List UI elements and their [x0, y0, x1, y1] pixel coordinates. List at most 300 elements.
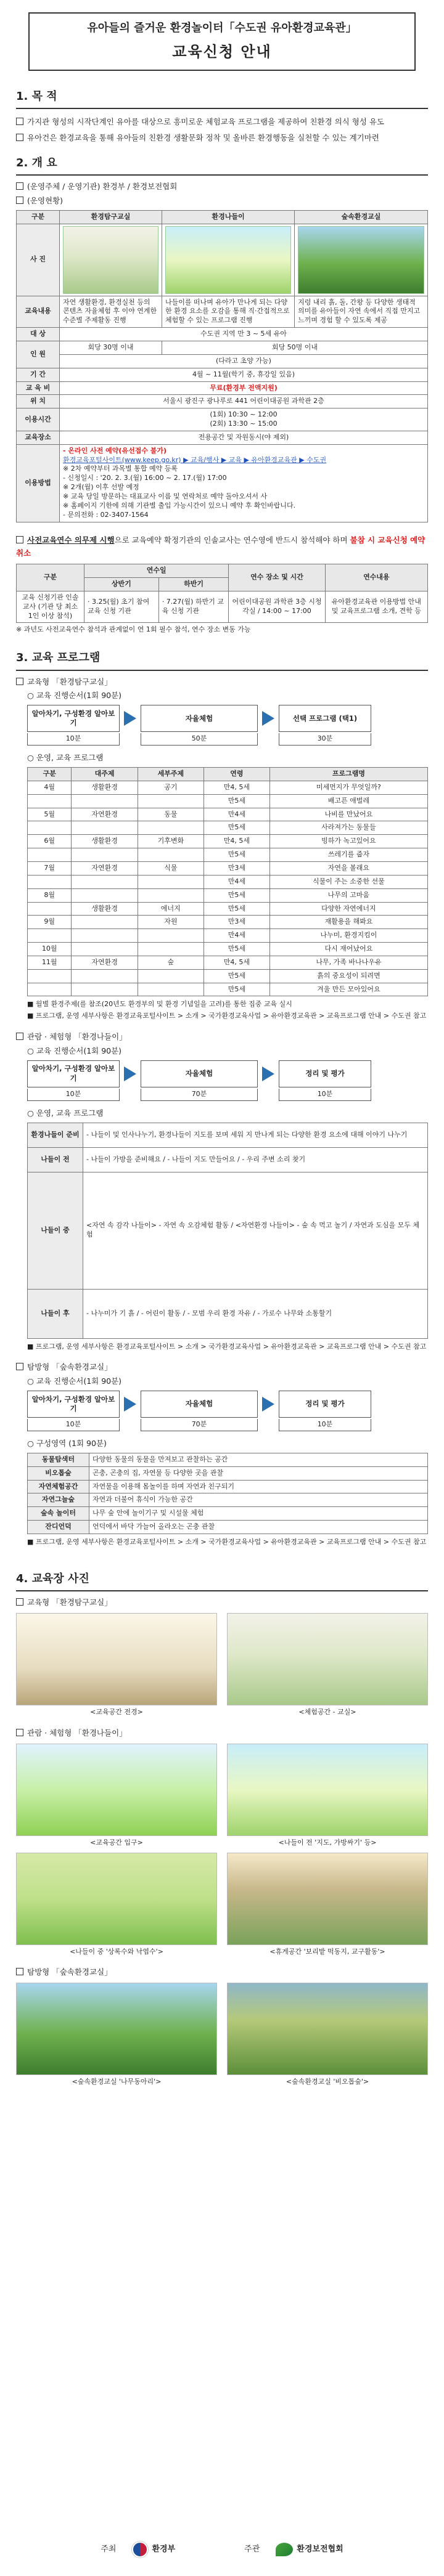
age-cell: 만5세 [204, 888, 270, 902]
subtheme-cell [138, 821, 204, 835]
month-cell: 6월 [28, 835, 72, 848]
apply-line-7: ※ 홈페이지 기한에 의해 기관별 출입 가능시간이 있으니 예약 후 확인바랍니다. [63, 501, 296, 510]
title-box [28, 12, 416, 71]
month-cell [28, 875, 72, 888]
row-label-apply: 이용방법 [17, 444, 60, 522]
photo-tamgu [60, 224, 162, 296]
notice-text-a: 사전교육연수 의무제 시행 [27, 535, 115, 545]
apply-date: - 신청일시 : '20. 2. 3.(월) 16:00 ~ 2. 17.(월) 17:00 [63, 474, 227, 482]
theme-cell: 생활환경 [72, 781, 138, 794]
forest-note: ■ 프로그램, 운영 세부사항은 환경교육포털사이트 > 소개 > 국가환경교육사업 > 유아환경교육관 > 교육프로그램 안내 > 수도권 참고 [27, 1537, 427, 1546]
divider [16, 1590, 428, 1591]
tamgu-rows [28, 781, 428, 996]
people-tamgu: 회당 30명 이내 [60, 341, 162, 355]
th-category: 구분 [17, 210, 60, 224]
photo-tamgu-overview [16, 1613, 217, 1705]
tamgu-flow-label: 교육 진행순서(1회 90분) [36, 691, 122, 701]
apply-line-1: - 온라인 사전 예약(유선접수 불가) [63, 446, 167, 455]
forest-flow-label-line: ○ 교육 진행순서(1회 90분) [27, 1376, 122, 1386]
subtheme-cell [138, 983, 204, 996]
month-cell [28, 969, 72, 983]
nadeuri-flow-label: 교육 진행순서(1회 90분) [36, 1046, 122, 1055]
subtheme-cell: 기후변화 [138, 835, 204, 848]
forest-area-desc: 곤충, 곤충의 집, 자연물 등 다양한 곳을 관찰 [89, 1466, 428, 1480]
host-logo [132, 2541, 175, 2558]
divider [16, 174, 428, 176]
tamgu-note-1: ■ 월별 환경주제(를 참조(20년도 환경부의 및 환경 기념일을 고려)를 통한 집중 교육 실시 [27, 1000, 292, 1009]
program-cell: 배고픈 애벌레 [269, 794, 427, 808]
tamgu-step-2: 자율체험 [141, 705, 258, 732]
photo-nadeuri-during [16, 1853, 217, 1945]
subtheme-cell [138, 875, 204, 888]
theme-cell [72, 821, 138, 835]
month-cell [28, 902, 72, 916]
age-cell: 만4, 5세 [204, 956, 270, 969]
th-tr-content: 연수내용 [325, 564, 427, 591]
nadeuri-time-2: 70분 [141, 1089, 258, 1101]
apply-cell [60, 444, 428, 522]
training-footnote: ※ 과년도 사전교육연수 참석과 관계없이 연 1회 필수 참석, 연수 장소 변동 가능 [16, 625, 251, 634]
operator-text: (운영주체 / 운영기관) 환경부 / 환경보전협회 [27, 182, 178, 192]
program-row [28, 835, 428, 848]
checkbox-icon [16, 134, 23, 141]
program-row [28, 969, 428, 983]
purpose-item-2 [16, 131, 428, 145]
photo-nadeuri-rest [227, 1853, 428, 1945]
photo-forest-biotope [227, 1983, 428, 2075]
tamgu-time-1: 10분 [27, 733, 120, 746]
divider [16, 670, 428, 671]
tamgu-title-line [16, 677, 428, 688]
purpose-item-1 [16, 115, 428, 129]
tamgu-step-1: 알아차기, 구성환경 알아보기 [27, 705, 120, 732]
month-cell: 7월 [28, 861, 72, 875]
forest-area-desc: 언덕에서 바닥 가늘어 올라오는 곤충 관찰 [89, 1521, 428, 1534]
program-cell: 다시 재어났어요 [269, 943, 427, 956]
age-cell: 만3세 [204, 861, 270, 875]
arrow-right-icon [120, 705, 141, 732]
nadeuri-row-1-text: - 나들이 및 인사나누기, 환경나들이 지도를 보며 세워 지 만나게 되는 다양한 환경 요소에 대해 이야기 나누기 [83, 1123, 428, 1147]
forest-area-label: 자연그늘숲 [28, 1493, 89, 1507]
theme-cell [72, 916, 138, 929]
subtheme-cell: 에너지 [138, 902, 204, 916]
forest-title: 탐방형 「숲속환경교실」 [27, 1362, 112, 1372]
caption: <숲속환경교실 '나무동아리'> [72, 2078, 162, 2086]
month-cell [28, 794, 72, 808]
program-cell: 나누미, 환경지킴이 [269, 929, 427, 943]
nadeuri-flow [27, 1060, 428, 1101]
gallery-2-title: 관람 · 체험형 「환경나들이」 [27, 1728, 127, 1737]
caption: <나들이 중 '상록수와 낙엽수'> [70, 1947, 163, 1956]
nadeuri-row-4-text: - 나누미가 기 흙 / - 어린이 활동 / - 모범 우리 환경 자유 / - 가로수 나무와 소통할기 [83, 1289, 428, 1338]
title-line-2: 교육신청 안내 [172, 43, 272, 61]
th-theme: 대주제 [72, 768, 138, 781]
nadeuri-note-text: 프로그램, 운영 세부사항은 환경교육포털사이트 > 소개 > 국가환경교육사업 > 유아환경교육관 > 교육프로그램 안내 > 수도권 참고 [35, 1342, 427, 1351]
age-cell: 만5세 [204, 848, 270, 862]
tamgu-note-1-text: 월별 환경주제(를 참조(20년도 환경부의 및 환경 기념일을 고려)를 통한 집중 교육 실시 [35, 1000, 292, 1009]
theme-cell: 자연환경 [72, 956, 138, 969]
theme-cell: 자연환경 [72, 808, 138, 821]
notice-text-b: 으로 교육예약 확정기관의 인솔교사는 연수영에 반드시 참석해야 하며 [114, 535, 348, 545]
program-cell: 미세먼지가 무엇일까? [269, 781, 427, 794]
forest-row [28, 1507, 428, 1521]
program-cell: 나비를 만났어요 [269, 808, 427, 821]
program-row [28, 781, 428, 794]
subtheme-cell [138, 794, 204, 808]
arrow-right-icon [120, 1391, 141, 1418]
section-3-heading: 3. 교육 프로그램 [16, 651, 101, 665]
apply-phone: - 문의전화 : 02-3407-1564 [63, 510, 149, 519]
nadeuri-flow-label-line: ○ 교육 진행순서(1회 90분) [27, 1046, 122, 1055]
program-cell: 사라져가는 동물들 [269, 821, 427, 835]
tamgu-prog-label: 운영, 교육 프로그램 [36, 753, 104, 763]
th-tamgu: 환경탐구교실 [60, 210, 162, 224]
content-forest: 지렁 내리 흙, 돌, 간왕 등 다양한 생태적 의미를 유아들이 자연 속에서 직접 만지고 느끼며 경험 할 수 있도록 제공 [295, 296, 428, 328]
theme-cell [72, 943, 138, 956]
forest-row [28, 1521, 428, 1534]
forest-area-desc: 자연물을 이용해 몸놀이를 하며 자연과 친구되기 [89, 1480, 428, 1493]
tr-first-half: · 3.25(월) 초기 참여 교육 신청 기관 [84, 591, 159, 623]
program-row [28, 875, 428, 888]
tamgu-flow-label-line: ○ 교육 진행순서(1회 90분) [27, 691, 122, 701]
people-others: 회당 50명 이내 [162, 341, 428, 355]
subtheme-cell [138, 943, 204, 956]
fee-value: 무료(환경부 전액지원) [210, 383, 278, 392]
forest-area-desc: 나무 숲 안에 놀이기구 및 시설물 체험 [89, 1507, 428, 1521]
gallery-1-title: 교육형 「환경탐구교실」 [27, 1598, 112, 1607]
gallery-2b [16, 1853, 428, 1957]
content-nadeuri: 나들이를 떠나며 유아가 만나게 되는 다양한 환경 요소를 오감을 통해 직·간접적으로 체험할 수 있는 프로그램 진행 [162, 296, 295, 328]
nadeuri-title: 관람 · 체험형 「환경나들이」 [27, 1032, 127, 1042]
org-label: 주관 [244, 2545, 260, 2554]
forest-area-label: 동물탐색터 [28, 1453, 89, 1466]
caption: <나들이 전 '지도, 가방싸기' 등> [278, 1838, 377, 1847]
th-age: 연령 [204, 768, 270, 781]
apply-line-6: ※ 교육 당일 방문하는 대표교사 이름 및 연락처로 예약 돌아오셔서 사 [63, 492, 268, 500]
leaf-logo-icon [276, 2543, 293, 2556]
time-slot-1: (1회) 10:30 ~ 12:00 [210, 410, 278, 419]
fee-cell [60, 381, 428, 395]
checkbox-icon [16, 1363, 23, 1370]
forest-time-2: 70분 [141, 1419, 258, 1431]
row-label-location: 위 치 [17, 395, 60, 408]
training-table [16, 564, 428, 623]
subtheme-cell [138, 929, 204, 943]
photo-nadeuri [162, 224, 295, 296]
apply-portal-link[interactable]: 환경교육포털사이트(www.keep.go.kr) ▶ 교육/행사 ▶ 교육 ▶ 유아환경교육관 ▶ 수도권 [63, 455, 327, 464]
people-note: (다라고 초양 가능) [60, 354, 428, 368]
program-cell: 나무의 고마움 [269, 888, 427, 902]
apply-line-5: ※ 2개(월) 이후 선발 예정 [63, 483, 139, 492]
tr-row-label: 교육 신청기관 인솔교사 (기관 당 최소 1인 이상 참석) [17, 591, 84, 623]
time-cell [60, 408, 428, 431]
row-label-period: 기 간 [17, 368, 60, 381]
caption: <숲속환경교실 '비오톱숲'> [286, 2078, 369, 2086]
forest-flow-label: 교육 진행순서(1회 90분) [36, 1376, 122, 1386]
forest-step-2: 자율체험 [141, 1391, 258, 1418]
row-label-content: 교육내용 [17, 296, 60, 328]
host-name: 환경부 [152, 2545, 176, 2554]
program-row [28, 929, 428, 943]
age-cell: 만5세 [204, 969, 270, 983]
purpose-text-1: 가지관 형성의 시작단계인 유아를 대상으로 흥미로운 체험교육 프로그램을 제공하여 친환경 의식 형성 유도 [27, 116, 384, 126]
theme-cell [72, 875, 138, 888]
notice-paragraph [16, 534, 428, 561]
forest-prog-label: 구성영역 (1회 90분) [36, 1439, 107, 1448]
age-cell: 만3세 [204, 916, 270, 929]
tamgu-title: 교육형 「환경탐구교실」 [27, 677, 112, 686]
operator-line [16, 182, 428, 192]
nadeuri-prog-label-line: ○ 운영, 교육 프로그램 [27, 1108, 104, 1118]
subtheme-cell: 식물 [138, 861, 204, 875]
subtheme-cell: 숲 [138, 956, 204, 969]
row-label-place: 교육장소 [17, 431, 60, 444]
photo-nadeuri-before [227, 1744, 428, 1836]
forest-row [28, 1453, 428, 1466]
age-cell: 만5세 [204, 943, 270, 956]
photo-forest-tree [16, 1983, 217, 2075]
program-cell: 재활용을 해봐요 [269, 916, 427, 929]
government-emblem-icon [132, 2541, 148, 2558]
month-cell [28, 929, 72, 943]
tamgu-time-2: 50분 [141, 733, 258, 746]
checkbox-icon [16, 118, 23, 125]
theme-cell [72, 983, 138, 996]
program-row [28, 983, 428, 996]
tamgu-step-3: 선택 프로그램 (택1) [279, 705, 371, 732]
th-tr-date: 연수일 [84, 564, 229, 578]
theme-cell [72, 848, 138, 862]
program-cell: 흙의 중요성이 되려면 [269, 969, 427, 983]
age-cell: 만4세 [204, 808, 270, 821]
notice-text-c: 불참 시 교육신청 예약 취소 [16, 535, 426, 558]
gallery-2a [16, 1744, 428, 1848]
nadeuri-step-1: 알아차기, 구성환경 알아보기 [27, 1060, 120, 1087]
month-cell [28, 821, 72, 835]
tr-content: 유아환경교육관 이용방법 안내 및 교육프로그램 소개, 견학 등 [325, 591, 427, 623]
subtheme-cell [138, 848, 204, 862]
forest-title-line [16, 1362, 428, 1373]
program-row [28, 888, 428, 902]
month-cell: 4월 [28, 781, 72, 794]
nadeuri-prog-label: 운영, 교육 프로그램 [36, 1108, 104, 1118]
forest-row [28, 1493, 428, 1507]
nadeuri-program-table [27, 1123, 428, 1339]
forest-flow [27, 1391, 428, 1431]
tamgu-program-table [27, 767, 428, 996]
overview-table [16, 210, 428, 522]
status-line [16, 196, 428, 206]
program-row [28, 848, 428, 862]
theme-cell: 생활환경 [72, 835, 138, 848]
photo-forest [295, 224, 428, 296]
row-label-fee: 교 육 비 [17, 381, 60, 395]
th-subtheme: 세부주제 [138, 768, 204, 781]
month-cell: 10월 [28, 943, 72, 956]
gallery-1-title-line [16, 1598, 428, 1608]
purpose-text-2: 유아건은 환경교육을 통해 유아들의 친환경 생활문화 정착 및 올바른 환경행동을 실천할 수 있는 계기마련 [27, 132, 379, 142]
program-row [28, 794, 428, 808]
nadeuri-row-2-label: 나들이 전 [28, 1147, 83, 1172]
checkbox-icon [16, 678, 23, 685]
gallery-2-title-line [16, 1728, 428, 1739]
subtheme-cell: 공기 [138, 781, 204, 794]
program-cell: 쓰레기를 줍자 [269, 848, 427, 862]
location-value: 서울시 광진구 광나루로 441 어린이대공원 과학관 2층 [60, 395, 428, 408]
theme-cell [72, 888, 138, 902]
theme-cell: 자연환경 [72, 861, 138, 875]
program-row [28, 808, 428, 821]
age-cell: 만5세 [204, 821, 270, 835]
time-slot-2: (2회) 13:30 ~ 15:00 [210, 420, 278, 428]
tr-second-half: · 7.27(월) 하반기 교육 신청 기관 [158, 591, 229, 623]
caption: <체험공간 - 교실> [298, 1707, 356, 1716]
forest-time-3: 10분 [279, 1419, 371, 1431]
gallery-3-title-line [16, 1967, 428, 1978]
program-row [28, 821, 428, 835]
th-forest: 숲속환경교실 [295, 210, 428, 224]
program-cell: 다양한 자연에너지 [269, 902, 427, 916]
gallery-1 [16, 1613, 428, 1717]
nadeuri-row-3-label: 나들이 중 [28, 1172, 83, 1289]
section-2-heading: 2. 개 요 [16, 156, 57, 169]
program-cell: 자연을 볼래요 [269, 861, 427, 875]
nadeuri-note: ■ 프로그램, 운영 세부사항은 환경교육포털사이트 > 소개 > 국가환경교육사업 > 유아환경교육관 > 교육프로그램 안내 > 수도권 참고 [27, 1342, 427, 1351]
nadeuri-row-1-label: 환경나들이 준비 [28, 1123, 83, 1147]
age-cell: 만4세 [204, 929, 270, 943]
arrow-right-icon [258, 1060, 279, 1087]
forest-area-desc: 자연과 더불어 휴식이 가능한 공간 [89, 1493, 428, 1507]
th-tr-first-half: 상반기 [84, 578, 159, 591]
tamgu-flow [27, 705, 428, 746]
forest-row [28, 1466, 428, 1480]
row-label-time: 이용시간 [17, 408, 60, 431]
forest-area-label: 자연체험공간 [28, 1480, 89, 1493]
checkbox-icon [16, 182, 23, 190]
month-cell: 9월 [28, 916, 72, 929]
org-logo [276, 2543, 343, 2556]
age-cell: 만5세 [204, 794, 270, 808]
th-program: 프로그램명 [269, 768, 427, 781]
forest-area-label: 잔디언덕 [28, 1521, 89, 1534]
theme-cell: 생활환경 [72, 902, 138, 916]
month-cell [28, 983, 72, 996]
gallery-3 [16, 1983, 428, 2087]
program-row [28, 916, 428, 929]
age-cell: 만4, 5세 [204, 835, 270, 848]
gallery-3-title: 탐방형 「숲속환경교실」 [27, 1967, 112, 1977]
forest-program-table [27, 1453, 428, 1534]
program-row [28, 956, 428, 969]
nadeuri-title-line [16, 1032, 428, 1042]
tamgu-note-2-text: 프로그램, 운영 세부사항은 환경교육포털사이트 > 소개 > 국가환경교육사업 > 유아환경교육관 > 교육프로그램 안내 > 수도권 참고 [35, 1012, 427, 1020]
tamgu-note-2: ■ 프로그램, 운영 세부사항은 환경교육포털사이트 > 소개 > 국가환경교육사업 > 유아환경교육관 > 교육프로그램 안내 > 수도권 참고 [27, 1012, 427, 1020]
month-cell [28, 848, 72, 862]
arrow-right-icon [258, 1391, 279, 1418]
forest-step-1: 알아차기, 구성환경 알아보기 [27, 1391, 120, 1418]
apply-line-3: ※ 2차 예약부터 과목별 통합 예약 등록 [63, 465, 178, 473]
nadeuri-step-3: 정리 및 평가 [279, 1060, 371, 1087]
age-cell: 만5세 [204, 902, 270, 916]
forest-area-label: 숲속 놀이터 [28, 1507, 89, 1521]
theme-cell [72, 969, 138, 983]
arrow-right-icon [120, 1060, 141, 1087]
subtheme-cell [138, 888, 204, 902]
nadeuri-row-4-label: 나들이 후 [28, 1289, 83, 1338]
caption: <교육공간 입구> [90, 1838, 143, 1847]
forest-area-label: 비오톱숲 [28, 1466, 89, 1480]
nadeuri-time-1: 10분 [27, 1089, 120, 1101]
theme-cell [72, 794, 138, 808]
forest-area-desc: 다양한 동물의 동물을 만져보고 관찰하는 공간 [89, 1453, 428, 1466]
nadeuri-time-3: 10분 [279, 1089, 371, 1101]
theme-cell [72, 929, 138, 943]
content-tamgu: 자연 생활환경, 환경실천 등의 콘텐츠 자율체험 후 이야 연계한 수준별 주제활동 진행 [60, 296, 162, 328]
nadeuri-row-2-text: - 나들이 가방을 준비해요 / - 나들이 지도 만들어요 / - 우리 주변 소리 찾기 [83, 1147, 428, 1172]
age-cell: 만5세 [204, 983, 270, 996]
checkbox-icon [16, 1598, 23, 1606]
tamgu-time-3: 30분 [279, 733, 371, 746]
period-value: 4월 ~ 11월(학기 중, 휴강일 있음) [60, 368, 428, 381]
program-row [28, 861, 428, 875]
checkbox-icon [16, 1033, 23, 1040]
forest-row [28, 1480, 428, 1493]
month-cell: 8월 [28, 888, 72, 902]
subtheme-cell: 동물 [138, 808, 204, 821]
caption: <휴게공간 '보리밭 떡동지, 교구활동'> [269, 1947, 385, 1956]
nadeuri-row-3-text: <자연 속 감각 나들이> - 자연 속 오감체험 활동 / <자연환경 나들이> - 숲 속 먹고 놀기 / 자연과 도심을 모두 체험 [83, 1172, 428, 1289]
checkbox-icon [16, 197, 23, 204]
age-cell: 만4, 5세 [204, 781, 270, 794]
th-tr-second-half: 하반기 [158, 578, 229, 591]
row-label-target: 대 상 [17, 328, 60, 341]
th-tr-venue: 연수 장소 및 시간 [229, 564, 325, 591]
program-cell: 나무, 가족 바나나우유 [269, 956, 427, 969]
place-value: 전용공간 및 자원동시(야 제외) [60, 431, 428, 444]
tamgu-prog-label-line: ○ 운영, 교육 프로그램 [27, 753, 104, 763]
org-name: 환경보전협회 [297, 2545, 343, 2554]
checkbox-icon [16, 1968, 23, 1975]
th-month: 구분 [28, 768, 72, 781]
host-label: 주최 [101, 2545, 117, 2554]
section-4-heading: 4. 교육장 사진 [16, 1572, 89, 1585]
forest-prog-label-line: ○ 구성영역 (1회 90분) [27, 1439, 107, 1448]
program-cell: 겨울 만든 모아있어요 [269, 983, 427, 996]
subtheme-cell: 자원 [138, 916, 204, 929]
photo-tamgu-classroom [227, 1613, 428, 1705]
caption: <교육공간 전경> [90, 1707, 143, 1716]
row-label-photo: 사 진 [17, 224, 60, 296]
nadeuri-step-2: 자율체험 [141, 1060, 258, 1087]
footer [0, 2541, 444, 2558]
divider [16, 108, 428, 109]
program-cell: 빙하가 녹고있어요 [269, 835, 427, 848]
arrow-right-icon [258, 705, 279, 732]
th-nadeuri: 환경나들이 [162, 210, 295, 224]
section-1-heading: 1. 목 적 [16, 89, 57, 103]
checkbox-icon [16, 536, 23, 543]
photo-nadeuri-entrance [16, 1744, 217, 1836]
th-tr-category: 구분 [17, 564, 84, 591]
tr-venue: 어린이대공원 과학관 3층 시청각실 / 14:00 ~ 17:00 [229, 591, 325, 623]
age-cell: 만4세 [204, 875, 270, 888]
forest-time-1: 10분 [27, 1419, 120, 1431]
program-cell: 식물이 주는 소중한 선물 [269, 875, 427, 888]
program-row [28, 902, 428, 916]
forest-step-3: 정리 및 평가 [279, 1391, 371, 1418]
program-row [28, 943, 428, 956]
status-text: (운영현황) [27, 195, 64, 205]
